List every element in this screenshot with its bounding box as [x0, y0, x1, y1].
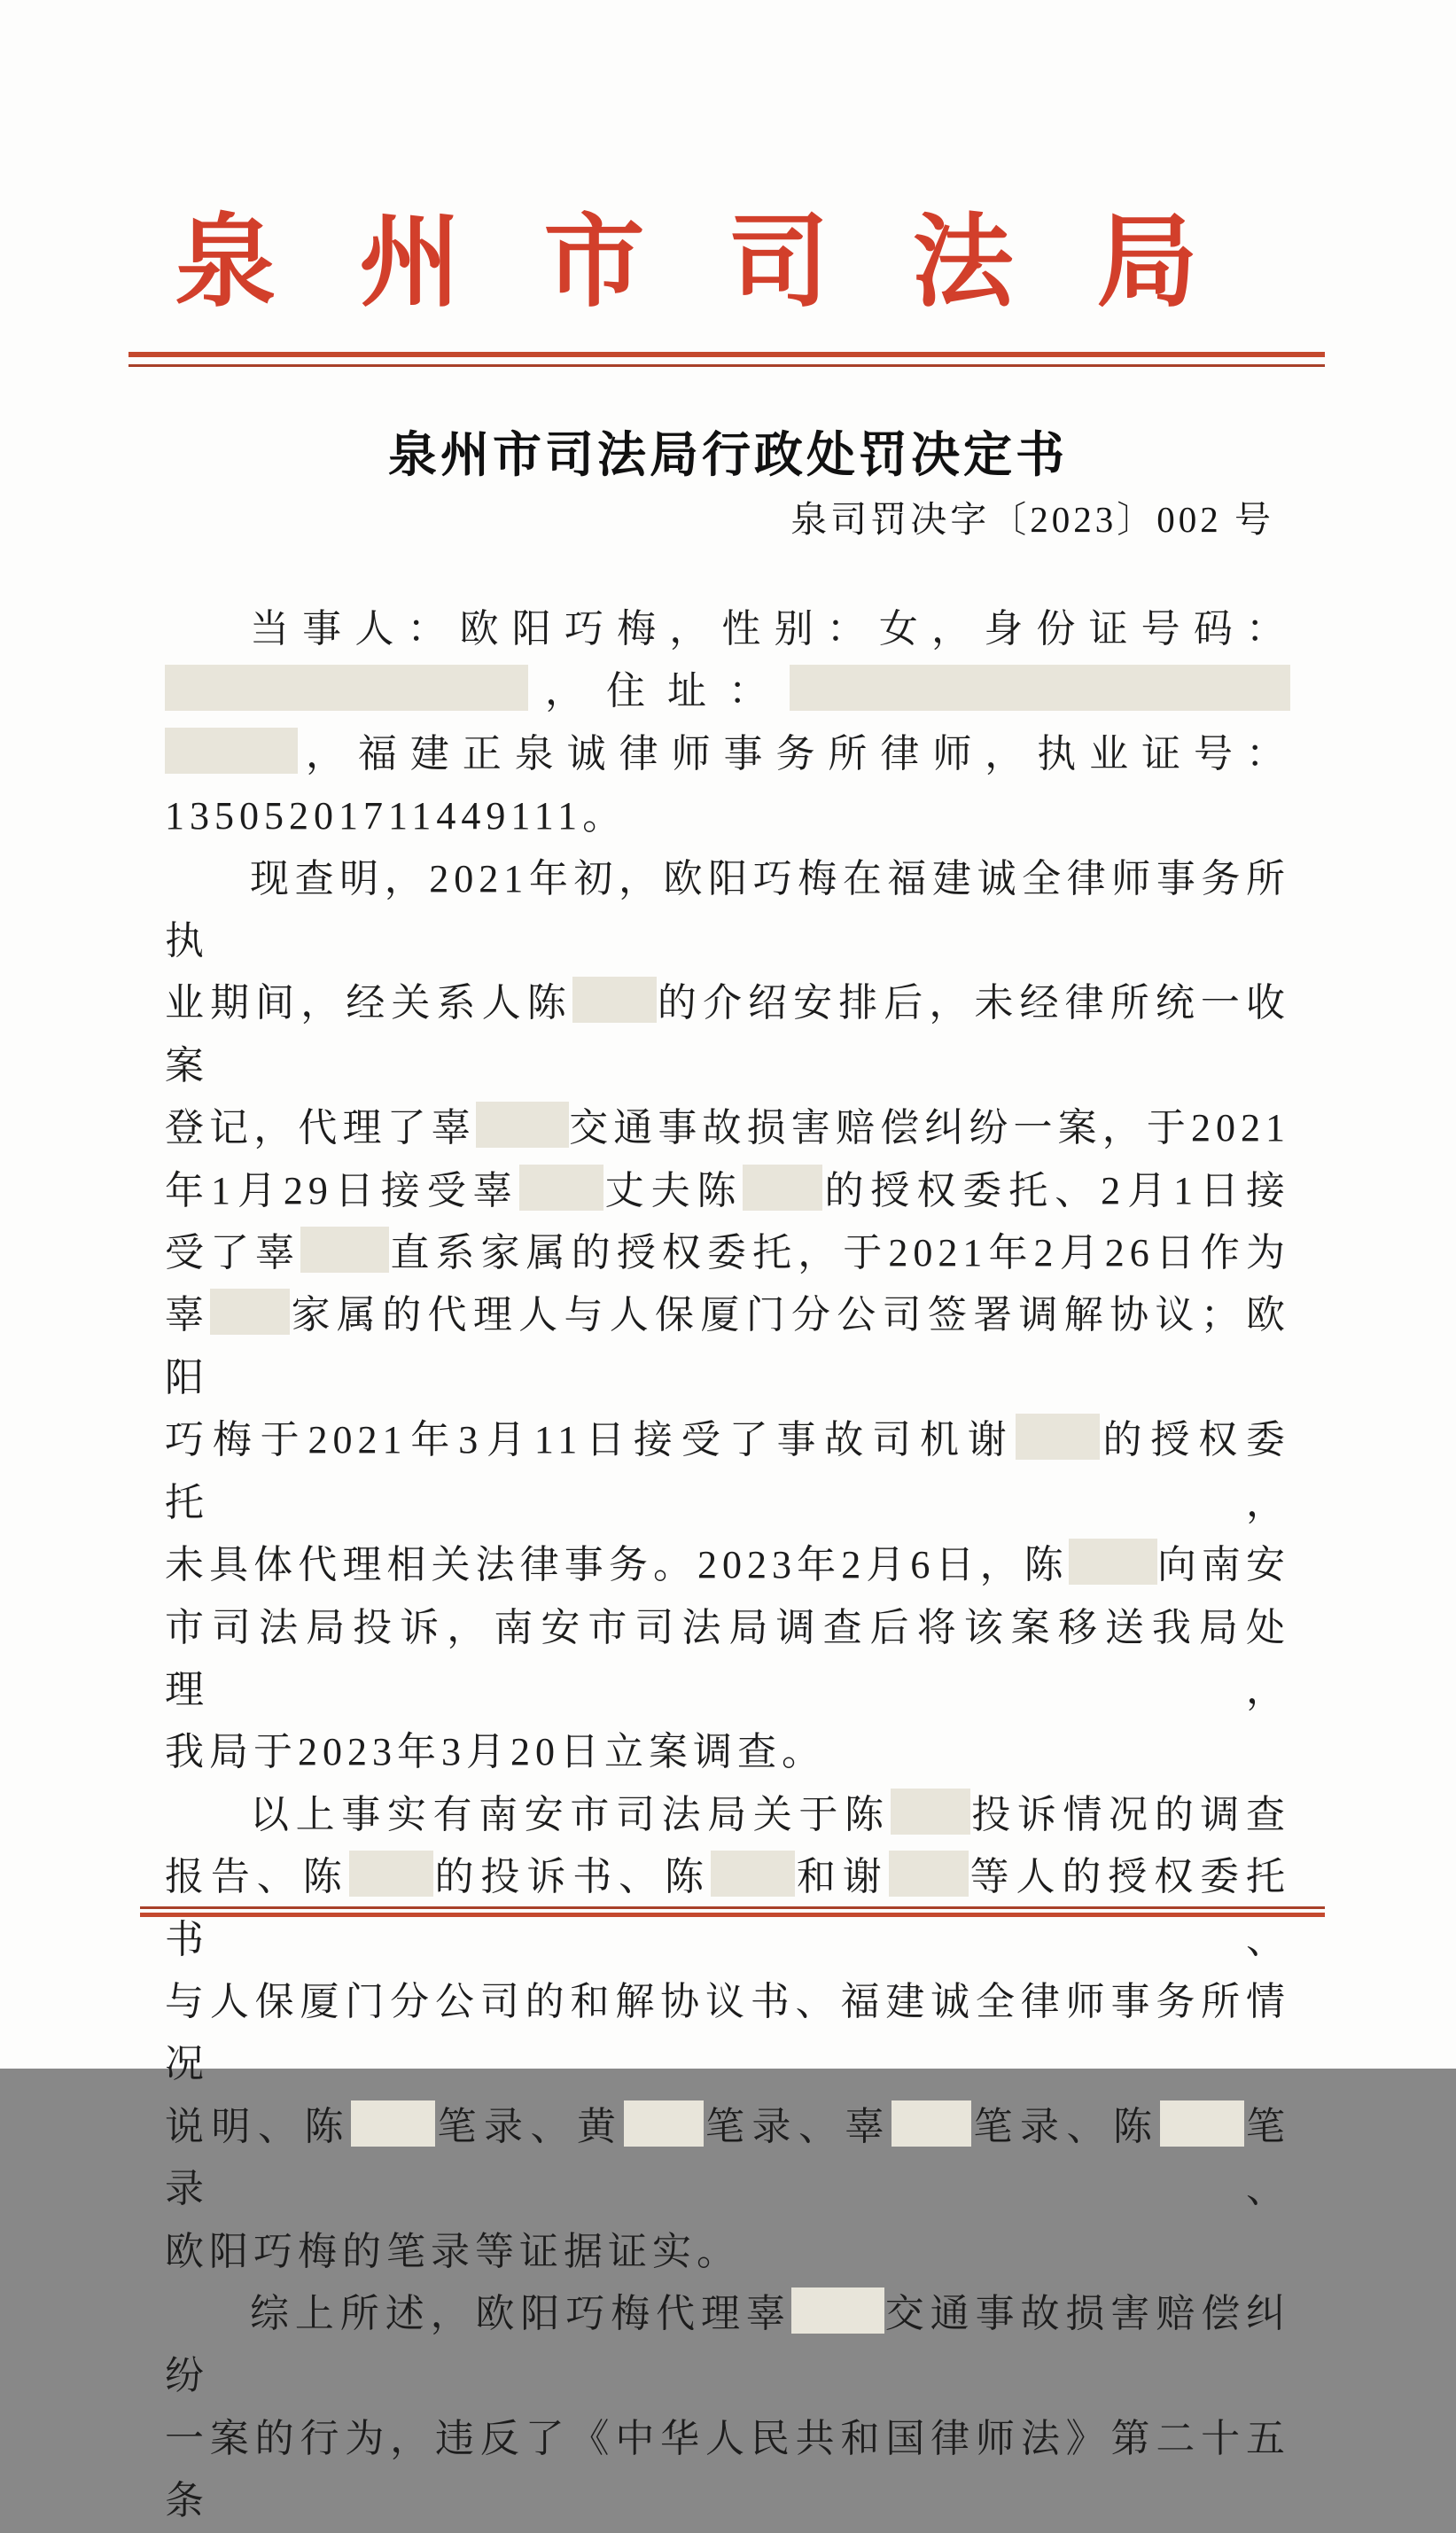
body-text-segment: 市司法局投诉，南安市司法局调查后将该案移送我局处理，: [165, 1605, 1290, 1711]
redaction-box: [351, 2100, 435, 2147]
body-text-segment: ，福建正泉诚律师事务所律师，执业证号：: [298, 731, 1290, 775]
redaction-box: [892, 2100, 971, 2147]
body-text-segment: 等人的授权委托书、: [165, 1855, 1291, 1961]
redaction-box: [165, 728, 298, 774]
document-title: 泉州市司法局行政处罚决定书: [387, 428, 1068, 482]
redaction-box: [1016, 1414, 1100, 1460]
red-separator-bottom-thick: [140, 1913, 1325, 1917]
body-text-segment: 13505201711449111。: [165, 794, 627, 838]
document-number: 泉司罚决字〔2023〕002 号: [790, 499, 1274, 540]
body-line: [165, 972, 1290, 1097]
redaction-box: [349, 1851, 433, 1897]
body-text-segment: 受了辜: [165, 1231, 301, 1275]
body-line: [165, 785, 1290, 847]
redaction-box: [300, 1227, 389, 1273]
body-text-segment: 我局于2023年3月20日立案调查。: [165, 1730, 826, 1774]
body-line: [165, 1971, 1290, 2096]
body-text-segment: 巧梅于2021年3月11日接受了事故司机谢: [165, 1418, 1016, 1462]
red-separator-top-thin: [128, 364, 1325, 367]
redaction-box: [165, 665, 528, 711]
body-text-segment: 笔录、辜: [703, 2104, 892, 2148]
body-text-segment: 交通事故损害赔偿纠纷一案，于2021: [568, 1106, 1291, 1150]
body-text-segment: 欧阳巧梅的笔录等证据证实。: [165, 2229, 741, 2273]
body-line: [165, 2283, 1290, 2408]
body-line: [165, 1097, 1290, 1159]
redaction-box: [1069, 1539, 1157, 1585]
body-text-segment: 辜: [165, 1293, 211, 1337]
body-text-segment: 和谢: [794, 1855, 889, 1899]
body-text-segment: 交通事故损害赔偿纠纷: [165, 2291, 1291, 2398]
body-text-segment: 直系家属的授权委托，于2021年2月26日作为: [389, 1231, 1291, 1275]
body-line: [165, 2408, 1290, 2533]
redaction-box: [1160, 2100, 1244, 2147]
document-body: [165, 598, 1290, 2533]
body-line: [165, 1409, 1290, 1534]
body-text-segment: 现查明，2021年初，欧阳巧梅在福建诚全律师事务所执: [165, 856, 1290, 963]
redaction-box: [891, 1789, 970, 1835]
redaction-box: [572, 977, 657, 1023]
redaction-box: [519, 1165, 603, 1211]
body-line: [165, 2096, 1290, 2221]
body-text-segment: 业期间，经关系人陈: [165, 981, 572, 1025]
body-text-segment: 报告、陈: [165, 1855, 349, 1899]
body-text-segment: 以上事实有南安市司法局关于陈: [250, 1792, 891, 1836]
redaction-box: [476, 1102, 569, 1148]
body-line: [165, 1784, 1290, 1846]
redaction-box: [711, 1851, 795, 1897]
body-line: [165, 1222, 1290, 1284]
body-text-segment: 向南安: [1156, 1543, 1291, 1587]
body-line: [165, 598, 1290, 660]
body-text-segment: 笔录、: [165, 2104, 1290, 2211]
body-text-segment: 笔录、黄: [435, 2104, 624, 2148]
redaction-box: [791, 2287, 884, 2334]
body-text-segment: 的介绍安排后，未经律所统一收案: [165, 981, 1291, 1087]
body-text-segment: 的授权委托、2月1日接: [822, 1168, 1291, 1212]
body-line: [165, 1597, 1290, 1722]
red-separator-bottom-thin: [140, 1906, 1325, 1909]
body-line: [165, 1284, 1290, 1409]
redaction-box: [790, 665, 1290, 711]
body-line: [165, 723, 1290, 785]
body-text-segment: 投诉情况的调查: [969, 1792, 1291, 1836]
body-text-segment: 当事人：欧阳巧梅，性别：女，身份证号码：: [250, 607, 1290, 651]
body-line: [165, 1721, 1290, 1783]
red-separator-top-thick: [128, 352, 1325, 357]
agency-header-title: 泉州市司法局: [175, 207, 1281, 319]
body-text-segment: ，住址：: [528, 669, 790, 713]
redaction-box: [743, 1165, 822, 1211]
body-text-segment: 未具体代理相关法律事务。2023年2月6日，陈: [165, 1543, 1069, 1587]
body-text-segment: 丈夫陈: [603, 1168, 744, 1212]
body-text-segment: 综上所述，欧阳巧梅代理辜: [250, 2291, 791, 2335]
body-line: [165, 660, 1290, 722]
body-text-segment: 登记，代理了辜: [165, 1106, 476, 1150]
body-text-segment: 笔录、陈: [971, 2104, 1160, 2148]
body-text-segment: 与人保厦门分公司的和解协议书、福建诚全律师事务所情况: [165, 1979, 1290, 2086]
body-text-segment: 年1月29日接受辜: [165, 1168, 519, 1212]
body-line: [165, 1534, 1290, 1596]
body-line: [165, 1160, 1290, 1222]
redaction-box: [624, 2100, 704, 2147]
body-text-segment: 说明、陈: [165, 2104, 351, 2148]
body-text-segment: 的授权委托，: [165, 1418, 1290, 1524]
redaction-box: [889, 1851, 969, 1897]
body-text-segment: 一案的行为，违反了《中华人民共和国律师法》第二十五条: [165, 2416, 1290, 2523]
redaction-box: [210, 1289, 290, 1335]
body-line: [165, 2221, 1290, 2283]
body-text-segment: 家属的代理人与人保厦门分公司签署调解协议；欧阳: [165, 1293, 1291, 1399]
body-text-segment: 的投诉书、陈: [432, 1855, 711, 1899]
body-line: [165, 848, 1290, 973]
